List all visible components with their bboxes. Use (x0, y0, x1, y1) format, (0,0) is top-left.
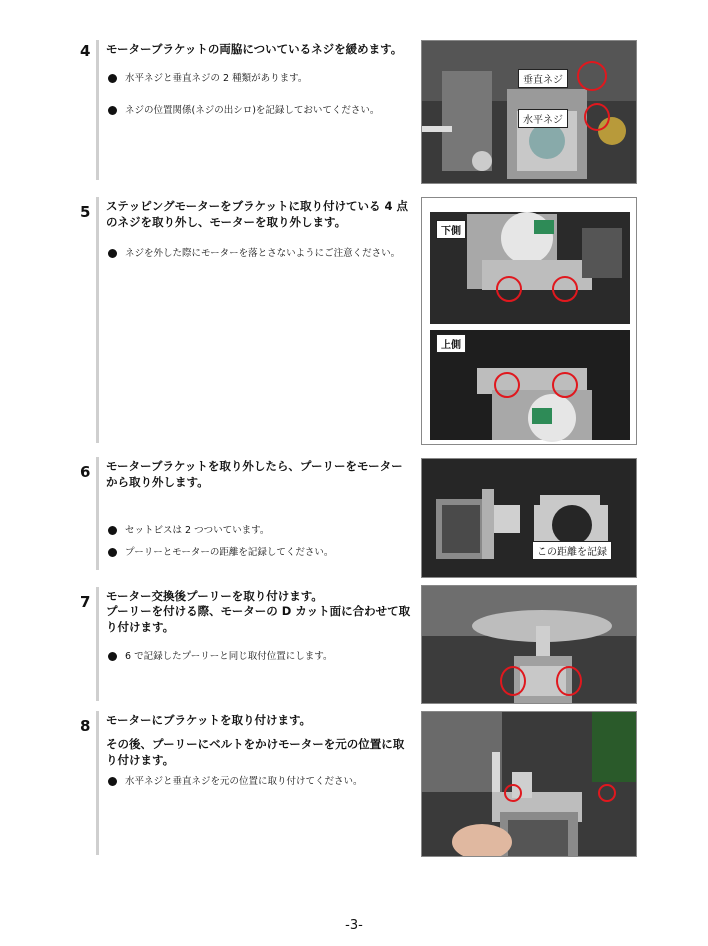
photo-label: この距離を記録 (532, 541, 612, 560)
step-number: 7 (80, 593, 91, 611)
bullet-text: ネジを外した際にモーターを落とさないようにご注意ください。 (125, 248, 401, 259)
highlight-circle (598, 784, 616, 802)
step-bar (96, 40, 99, 180)
step-title: モーターブラケットを取り外したら、プーリーをモーターから取り外します。 (106, 459, 403, 489)
step-number: 5 (80, 203, 91, 221)
step-bar (96, 711, 99, 855)
highlight-circle (496, 276, 522, 302)
bullet-icon (108, 652, 117, 661)
highlight-circle (552, 276, 578, 302)
step-title: モーターにブラケットを取り付けます。 (106, 713, 312, 727)
photo-label: 下側 (436, 220, 466, 239)
photo-label: 垂直ネジ (518, 69, 568, 88)
highlight-circle (504, 784, 522, 802)
bullet-icon (108, 249, 117, 258)
bullet-item (108, 650, 408, 664)
bullet-text: 水平ネジと垂直ネジの 2 種類があります。 (125, 73, 308, 84)
step-title: モーター交換後プーリーを取り付けます。 (106, 589, 323, 603)
photo-label: 水平ネジ (518, 109, 568, 128)
highlight-circle (552, 372, 578, 398)
step-title-detail: その後、プーリーにベルトをかけモーターを元の位置に取り付けます。 (106, 737, 405, 767)
step-bar (96, 197, 99, 443)
step-title: モーターブラケットの両脇についているネジを緩めます。 (106, 42, 403, 56)
page-number: -3- (345, 918, 363, 933)
highlight-circle (584, 103, 610, 131)
step-title-detail: プーリーを付ける際、モーターの D カット面に合わせて取り付けます。 (106, 604, 411, 634)
highlight-circle (556, 666, 582, 696)
highlight-circle (500, 666, 526, 696)
bullet-icon (108, 526, 117, 535)
step-title: ステッピングモーターをブラケットに取り付けている 4 点のネジを取り外し、モーターを取り外します。 (106, 199, 409, 229)
step-photo (421, 40, 637, 184)
step-photo (421, 458, 637, 578)
bullet-item (108, 524, 408, 538)
bullet-icon (108, 548, 117, 557)
bullet-item (108, 104, 408, 118)
photo-label: 上側 (436, 334, 466, 353)
step-photo (421, 585, 637, 704)
step-bar (96, 587, 99, 701)
highlight-circle (577, 61, 607, 91)
bullet-text: 6 で記録したプーリーと同じ取付位置にします。 (125, 651, 333, 662)
bullet-item (108, 247, 408, 261)
bullet-item (108, 775, 408, 789)
step-bar (96, 457, 99, 570)
bullet-icon (108, 106, 117, 115)
step-number: 8 (80, 717, 91, 735)
step-photo (421, 711, 637, 857)
bullet-text: プーリーとモーターの距離を記録してください。 (125, 547, 334, 558)
bullet-icon (108, 777, 117, 786)
step-number: 4 (80, 42, 91, 60)
bullet-text: 水平ネジと垂直ネジを元の位置に取り付けてください。 (125, 776, 363, 787)
step-photo (421, 197, 637, 445)
highlight-circle (494, 372, 520, 398)
bullet-text: セットビスは 2 つついています。 (125, 525, 270, 536)
step-number: 6 (80, 463, 91, 481)
bullet-icon (108, 74, 117, 83)
bullet-item (108, 72, 408, 86)
bullet-item (108, 546, 408, 560)
bullet-text: ネジの位置関係(ネジの出シロ)を記録しておいてください。 (125, 105, 380, 116)
